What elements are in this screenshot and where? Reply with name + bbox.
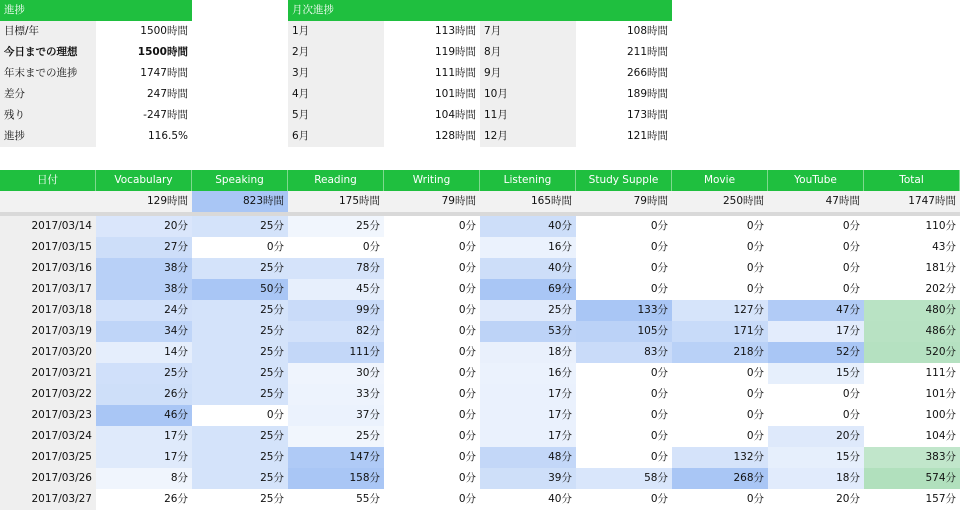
row-cell[interactable]: 0分 [672,237,768,258]
row-cell[interactable]: 40分 [480,216,576,237]
row-cell[interactable]: 58分 [576,468,672,489]
row-cell[interactable]: 18分 [768,468,864,489]
column-header[interactable]: Speaking [192,170,288,191]
row-cell[interactable]: 0分 [288,237,384,258]
row-cell[interactable]: 0分 [768,237,864,258]
row-cell[interactable]: 0分 [768,258,864,279]
row-cell[interactable]: 25分 [192,300,288,321]
month-label[interactable]: 9月 [480,63,576,84]
row-cell[interactable]: 383分 [864,447,960,468]
row-cell[interactable]: 14分 [96,342,192,363]
row-cell[interactable]: 25分 [192,447,288,468]
row-cell[interactable]: 181分 [864,258,960,279]
row-cell[interactable]: 0分 [384,384,480,405]
progress-header[interactable]: 進捗 [0,0,96,21]
row-cell[interactable]: 30分 [288,363,384,384]
row-date[interactable]: 2017/03/22 [0,384,96,405]
row-cell[interactable]: 486分 [864,321,960,342]
row-cell[interactable]: 0分 [384,216,480,237]
row-cell[interactable]: 17分 [480,426,576,447]
row-cell[interactable]: 25分 [96,363,192,384]
row-date[interactable]: 2017/03/14 [0,216,96,237]
row-date[interactable]: 2017/03/17 [0,279,96,300]
column-header[interactable]: Movie [672,170,768,191]
row-cell[interactable]: 111分 [864,363,960,384]
row-cell[interactable]: 0分 [384,258,480,279]
row-cell[interactable]: 111分 [288,342,384,363]
progress-header-blank[interactable] [96,0,192,21]
month-label[interactable]: 6月 [288,126,384,147]
row-cell[interactable]: 15分 [768,363,864,384]
row-date[interactable]: 2017/03/16 [0,258,96,279]
row-cell[interactable]: 26分 [164,493,188,505]
row-cell[interactable]: 0分 [384,321,480,342]
row-cell[interactable]: 20分 [836,493,860,505]
row-date[interactable]: 2017/03/20 [0,342,96,363]
row-cell[interactable]: 25分 [260,493,284,505]
month-value[interactable]: 173時間 [626,109,668,121]
row-cell[interactable]: 0分 [576,426,672,447]
row-cell[interactable]: 268分 [672,468,768,489]
row-cell[interactable]: 0分 [672,384,768,405]
row-cell[interactable]: 20分 [96,216,192,237]
progress-value[interactable]: 1500時間 [137,46,188,58]
row-cell[interactable]: 38分 [96,258,192,279]
row-cell[interactable]: 43分 [864,237,960,258]
row-cell[interactable]: 105分 [576,321,672,342]
monthly-header[interactable]: 月次進捗 [288,0,384,21]
row-cell[interactable]: 17分 [480,384,576,405]
progress-label[interactable]: 残り [0,105,96,126]
month-value[interactable]: 104時間 [434,109,476,121]
column-total[interactable]: 47時間 [768,191,864,212]
month-value[interactable]: 108時間 [626,25,668,37]
row-cell[interactable]: 50分 [192,279,288,300]
row-cell[interactable]: 26分 [96,384,192,405]
row-cell[interactable]: 0分 [576,216,672,237]
row-cell[interactable]: 52分 [768,342,864,363]
row-cell[interactable]: 24分 [96,300,192,321]
row-cell[interactable]: 40分 [548,493,572,505]
progress-label[interactable]: 目標/年 [0,21,96,42]
row-cell[interactable]: 48分 [480,447,576,468]
column-total[interactable]: 1747時間 [864,191,960,212]
row-cell[interactable]: 38分 [96,279,192,300]
row-cell[interactable]: 46分 [96,405,192,426]
month-label[interactable]: 3月 [288,63,384,84]
column-total[interactable]: 823時間 [192,191,288,212]
column-total[interactable]: 129時間 [96,191,192,212]
month-label[interactable]: 7月 [480,21,576,42]
row-cell[interactable]: 202分 [864,279,960,300]
column-header[interactable]: Listening [480,170,576,191]
monthly-header-blank[interactable] [384,0,480,21]
row-cell[interactable]: 25分 [192,426,288,447]
column-header[interactable]: Study Supple [576,170,672,191]
row-cell[interactable]: 0分 [672,426,768,447]
row-cell[interactable]: 8分 [96,468,192,489]
row-cell[interactable]: 33分 [288,384,384,405]
progress-label[interactable]: 今日までの理想 [0,42,96,63]
row-cell[interactable]: 0分 [192,405,288,426]
row-cell[interactable]: 0分 [458,493,476,505]
row-cell[interactable]: 480分 [864,300,960,321]
month-value[interactable]: 113時間 [434,25,476,37]
row-date[interactable]: 2017/03/26 [0,468,96,489]
row-cell[interactable]: 18分 [480,342,576,363]
row-cell[interactable]: 0分 [768,405,864,426]
row-cell[interactable]: 0分 [384,447,480,468]
row-cell[interactable]: 25分 [192,384,288,405]
row-cell[interactable]: 17分 [480,405,576,426]
row-cell[interactable]: 0分 [384,342,480,363]
row-cell[interactable]: 0分 [672,258,768,279]
month-value[interactable]: 189時間 [626,88,668,100]
row-cell[interactable]: 16分 [480,237,576,258]
row-cell[interactable]: 17分 [96,426,192,447]
row-cell[interactable]: 25分 [192,216,288,237]
month-value[interactable]: 119時間 [434,46,476,58]
month-label[interactable]: 2月 [288,42,384,63]
row-cell[interactable]: 158分 [288,468,384,489]
month-label[interactable]: 4月 [288,84,384,105]
month-value[interactable]: 111時間 [434,67,476,79]
row-cell[interactable]: 0分 [672,216,768,237]
row-date[interactable]: 2017/03/25 [0,447,96,468]
row-cell[interactable]: 574分 [864,468,960,489]
column-header[interactable]: Vocabulary [96,170,192,191]
row-cell[interactable]: 0分 [768,279,864,300]
row-cell[interactable]: 20分 [768,426,864,447]
column-total[interactable]: 175時間 [288,191,384,212]
row-cell[interactable]: 0分 [746,493,764,505]
row-cell[interactable]: 0分 [576,363,672,384]
progress-value[interactable]: 247時間 [146,88,188,100]
row-cell[interactable]: 0分 [384,237,480,258]
monthly-header-blank[interactable] [480,0,576,21]
row-cell[interactable]: 0分 [192,237,288,258]
column-header[interactable]: Writing [384,170,480,191]
row-cell[interactable]: 157分 [925,493,956,505]
row-cell[interactable]: 39分 [480,468,576,489]
column-total[interactable]: 165時間 [480,191,576,212]
row-cell[interactable]: 47分 [768,300,864,321]
row-cell[interactable]: 45分 [288,279,384,300]
row-cell[interactable]: 127分 [672,300,768,321]
row-cell[interactable]: 132分 [672,447,768,468]
row-cell[interactable]: 100分 [864,405,960,426]
month-label[interactable]: 12月 [480,126,576,147]
column-header[interactable]: Reading [288,170,384,191]
row-cell[interactable]: 0分 [576,447,672,468]
row-cell[interactable]: 99分 [288,300,384,321]
row-cell[interactable]: 25分 [192,363,288,384]
column-total[interactable]: 79時間 [384,191,480,212]
row-cell[interactable]: 25分 [288,216,384,237]
row-cell[interactable]: 16分 [480,363,576,384]
row-cell[interactable]: 83分 [576,342,672,363]
month-value[interactable]: 101時間 [434,88,476,100]
row-date[interactable]: 2017/03/21 [0,363,96,384]
month-label[interactable]: 8月 [480,42,576,63]
row-cell[interactable]: 0分 [576,279,672,300]
row-cell[interactable]: 82分 [288,321,384,342]
row-cell[interactable]: 55分 [356,493,380,505]
column-header[interactable]: YouTube [768,170,864,191]
row-cell[interactable]: 27分 [96,237,192,258]
row-cell[interactable]: 171分 [672,321,768,342]
column-total[interactable] [0,191,96,212]
row-cell[interactable]: 110分 [864,216,960,237]
column-total[interactable]: 250時間 [672,191,768,212]
row-cell[interactable]: 0分 [650,493,668,505]
row-cell[interactable]: 0分 [768,384,864,405]
row-cell[interactable]: 0分 [576,384,672,405]
row-cell[interactable]: 37分 [288,405,384,426]
row-date[interactable]: 2017/03/18 [0,300,96,321]
column-header[interactable]: 日付 [0,170,96,191]
month-value[interactable]: 121時間 [626,130,668,142]
month-label[interactable]: 10月 [480,84,576,105]
row-cell[interactable]: 101分 [864,384,960,405]
progress-value[interactable]: -247時間 [143,109,188,121]
progress-value[interactable]: 1500時間 [140,25,188,37]
row-cell[interactable]: 0分 [672,279,768,300]
row-date[interactable]: 2017/03/27 [0,489,96,510]
progress-value[interactable]: 116.5% [147,130,188,142]
row-cell[interactable]: 0分 [672,363,768,384]
month-label[interactable]: 5月 [288,105,384,126]
row-cell[interactable]: 40分 [480,258,576,279]
row-cell[interactable]: 53分 [480,321,576,342]
row-cell[interactable]: 25分 [192,258,288,279]
row-date[interactable]: 2017/03/19 [0,321,96,342]
row-cell[interactable]: 78分 [288,258,384,279]
row-cell[interactable]: 0分 [576,258,672,279]
row-cell[interactable]: 69分 [480,279,576,300]
row-cell[interactable]: 520分 [864,342,960,363]
row-date[interactable]: 2017/03/24 [0,426,96,447]
row-cell[interactable]: 15分 [768,447,864,468]
row-cell[interactable]: 25分 [480,300,576,321]
row-cell[interactable]: 0分 [672,405,768,426]
row-cell[interactable]: 25分 [192,468,288,489]
month-label[interactable]: 11月 [480,105,576,126]
row-cell[interactable]: 0分 [384,468,480,489]
row-cell[interactable]: 25分 [288,426,384,447]
row-cell[interactable]: 17分 [768,321,864,342]
column-header[interactable]: Total [864,170,960,191]
row-cell[interactable]: 25分 [192,321,288,342]
row-cell[interactable]: 0分 [384,300,480,321]
progress-label[interactable]: 進捗 [0,126,96,147]
row-cell[interactable]: 0分 [768,216,864,237]
row-cell[interactable]: 0分 [384,279,480,300]
row-cell[interactable]: 218分 [672,342,768,363]
row-cell[interactable]: 0分 [576,405,672,426]
row-date[interactable]: 2017/03/15 [0,237,96,258]
row-cell[interactable]: 0分 [384,363,480,384]
progress-value[interactable]: 1747時間 [140,67,188,79]
row-cell[interactable]: 0分 [576,237,672,258]
month-label[interactable]: 1月 [288,21,384,42]
row-cell[interactable]: 104分 [864,426,960,447]
month-value[interactable]: 128時間 [434,130,476,142]
row-cell[interactable]: 34分 [96,321,192,342]
progress-label[interactable]: 年末までの進捗 [0,63,96,84]
row-cell[interactable]: 25分 [192,342,288,363]
row-cell[interactable]: 147分 [288,447,384,468]
month-value[interactable]: 211時間 [626,46,668,58]
progress-label[interactable]: 差分 [0,84,96,105]
row-cell[interactable]: 133分 [576,300,672,321]
row-cell[interactable]: 0分 [384,405,480,426]
row-cell[interactable]: 0分 [384,426,480,447]
column-total[interactable]: 79時間 [576,191,672,212]
monthly-header-blank[interactable] [576,0,672,21]
month-value[interactable]: 266時間 [626,67,668,79]
row-cell[interactable]: 17分 [96,447,192,468]
row-date[interactable]: 2017/03/23 [0,405,96,426]
